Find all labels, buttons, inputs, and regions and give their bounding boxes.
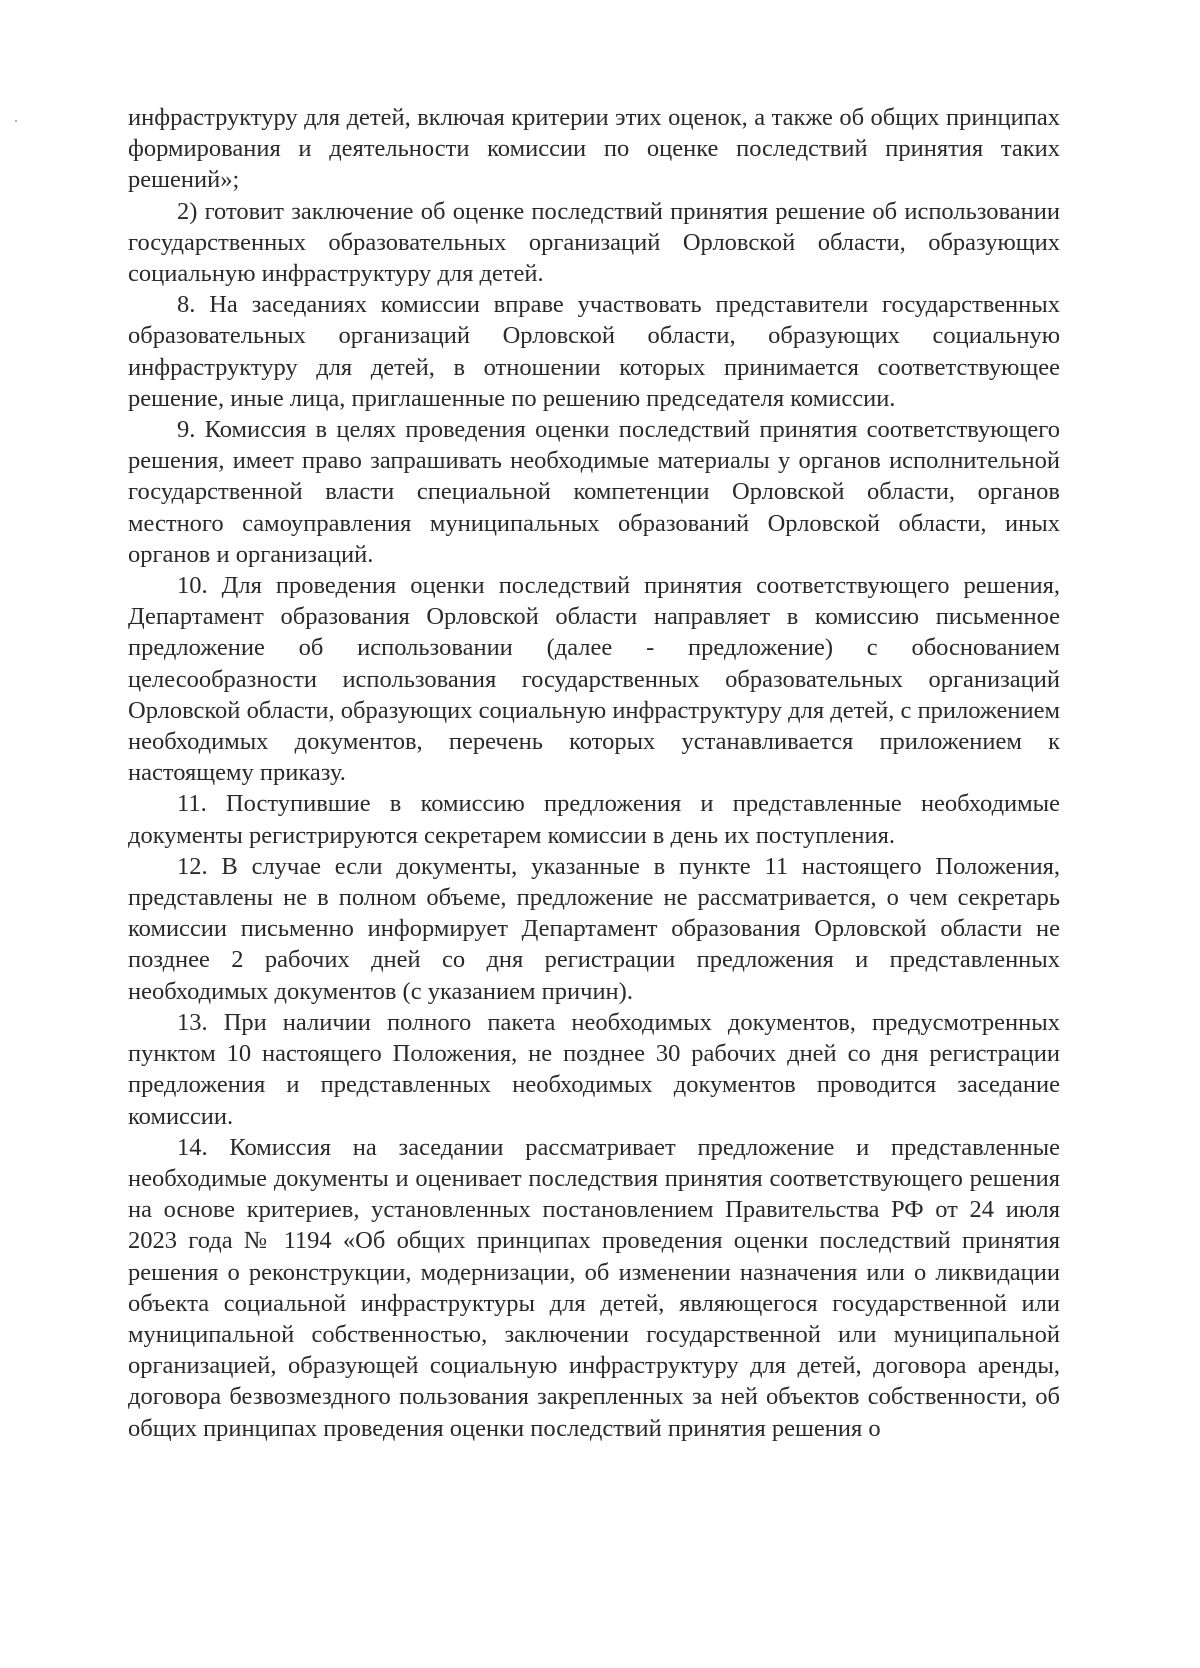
document-body <box>128 102 1060 1444</box>
paragraph-clause-10: 10. Для проведения оценки последствий принятия соответствующего решения, Департамент образования Орловской области направляет в комиссию письменное предложение об использовании (далее - предложение) с обоснованием целесообразности использования государственных образовательных организаций Орловской области, образующих социальную инфраструктуру для детей, с приложением необходимых документов, перечень которых устанавливается приложением к настоящему приказу. <box>128 572 1060 787</box>
paragraph-item-2: 2) готовит заключение об оценке последствий принятия решение об использовании государственных образовательных организаций Орловской области, образующих социальную инфраструктуру для детей. <box>128 197 1060 288</box>
paragraph-clause-8: 8. На заседаниях комиссии вправе участвовать представители государственных образовательных организаций Орловской области, образующих социальную инфраструктуру для детей, в отношении которых принимается соответствующее решение, иные лица, приглашенные по решению председателя комиссии. <box>128 291 1060 412</box>
paragraph-clause-9: 9. Комиссия в целях проведения оценки последствий принятия соответствующего решения, имеет право запрашивать необходимые материалы у органов исполнительной государственной власти специальной компетенции Орловской области, органов местного самоуправления муниципальных образований Орловской области, иных органов и организаций. <box>128 416 1060 568</box>
paragraph-clause-13: 13. При наличии полного пакета необходимых документов, предусмотренных пунктом 10 настоящего Положения, не позднее 30 рабочих дней со дня регистрации предложения и представленных необходимых документов проводится заседание комиссии. <box>128 1008 1060 1130</box>
paragraph-clause-12: 12. В случае если документы, указанные в пункте 11 настоящего Положения, представлены не в полном объеме, предложение не рассматривается, о чем секретарь комиссии письменно информирует Департамент образования Орловской области не позднее 2 рабочих дней со дня регистрации предложения и представленных необходимых документов (с указанием причин). <box>128 852 1060 1005</box>
paragraph-clause-11: 11. Поступившие в комиссию предложения и представленные необходимые документы регистрируются секретарем комиссии в день их поступления. <box>128 790 1060 849</box>
paragraph-clause-14: 14. Комиссия на заседании рассматривает предложение и представленные необходимые документы и оценивает последствия принятия соответствующего решения на основе критериев, установленных постановлением Правительства РФ от 24 июля 2023 года № 1194 «Об общих принципах проведения оценки последствий принятия решения о реконструкции, модернизации, об изменении назначения или о ликвидации объекта социальной инфраструктуры для детей, являющегося государственной или муниципальной собственностью, заключении государственной или муниципальной организацией, образующей социальную инфраструктуру для детей, договора аренды, договора безвозмездного пользования закрепленных за ней объектов собственности, об общих принципах проведения оценки последствий принятия решения о <box>128 1133 1060 1442</box>
scan-artifact-dot <box>15 120 17 122</box>
paragraph-continuation: инфраструктуру для детей, включая критерии этих оценок, а также об общих принципах формирования и деятельности комиссии по оценке последствий принятия таких решений»; <box>128 104 1060 194</box>
